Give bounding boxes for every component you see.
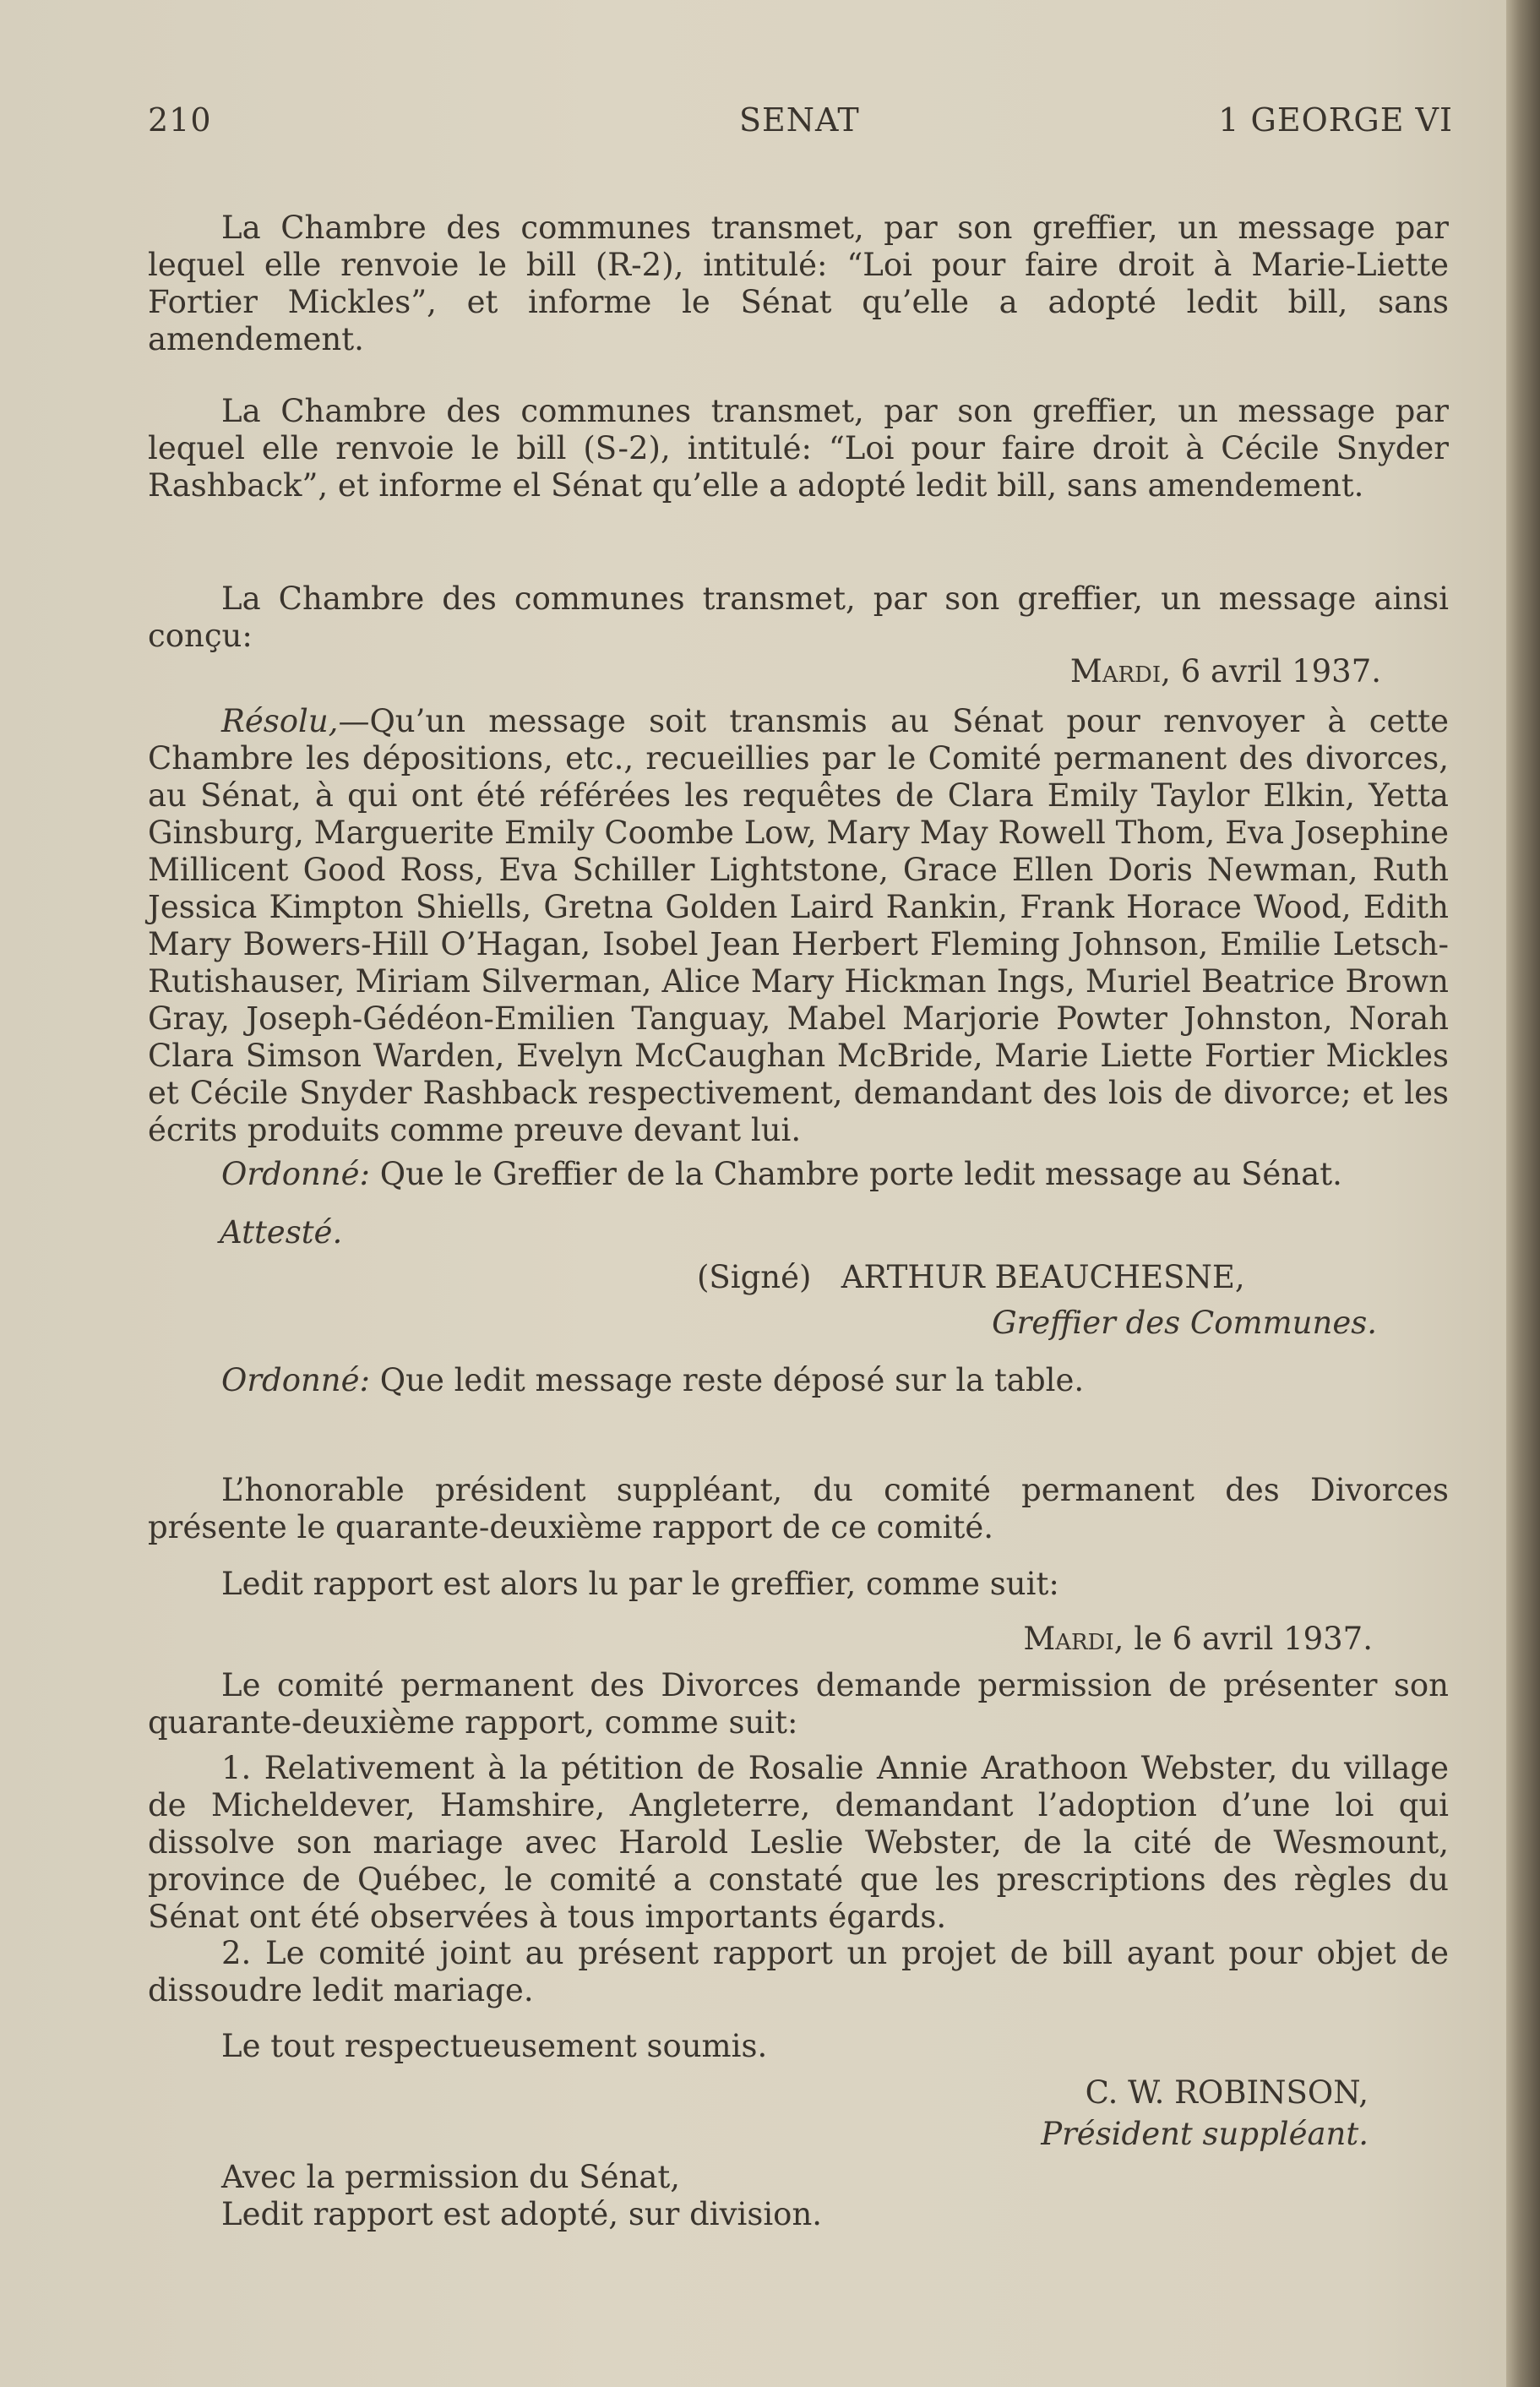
signature-title: Greffier des Communes.	[992, 1305, 1377, 1341]
atteste: Attesté.	[220, 1214, 343, 1251]
robinson-name: C. W. ROBINSON,	[1085, 2074, 1369, 2111]
page-header	[148, 101, 1453, 144]
paragraph-bill-s2: La Chambre des communes transmet, par son greffier, un message par lequel elle renvoie le bill (S-2), intitulé: “Loi pour faire droit à Cécile Snyder Rashback”, et informe el Sénat qu’elle a adopté ledit bill, sans amendement.	[148, 393, 1449, 504]
paragraph-message-intro: La Chambre des communes transmet, par son greffier, un message ainsi conçu:	[148, 580, 1449, 654]
ordonne-text: Que le Greffier de la Chambre porte ledit message au Sénat.	[370, 1156, 1342, 1192]
paragraph-president-report: L’honorable président suppléant, du comité permanent des Divorces présente le quarante-deuxième rapport de ce comité.	[148, 1472, 1449, 1545]
resolu-text: —Qu’un message soit transmis au Sénat pour renvoyer à cette Chambre les dépositions, etc., recueillies par le Comité permanent des divorces, au Sénat, à qui ont été référées les requêtes de Clara Emily Taylor Elkin, Yetta Ginsburg, Marguerite Emily Coombe Low, Mary May Rowell Thom, Eva Josephine Millicent Good Ross, Eva Schiller Lightstone, Grace Ellen Doris Newman, Ruth Jessica Kimpton Shiells, Gretna Golden Laird Rankin, Frank Horace Wood, Edith Mary Bowers-Hill O’Hagan, Isobel Jean Herbert Fleming Johnson, Emilie Letsch-Rutishauser, Miriam Silverman, Alice Mary Hickman Ings, Muriel Beatrice Brown Gray, Joseph-Gédéon-Emilien Tanguay, Mabel Marjorie Powter Johnston, Norah Clara Simson Warden, Evelyn McCaughan McBride, Marie Liette Fortier Mickles et Cécile Snyder Rashback respectivement, demandant des lois de divorce; et les écrits produits comme preuve devant lui.	[148, 703, 1449, 1148]
paragraph-bill-r2: La Chambre des communes transmet, par son greffier, un message par lequel elle renvoie le bill (R-2), intitulé: “Loi pour faire droit à Marie-Liette Fortier Mickles”, et informe le Sénat qu’elle a adopté ledit bill, sans amendement.	[148, 210, 1449, 357]
message-date	[148, 653, 1381, 690]
ordonne2-text: Que ledit message reste déposé sur la table.	[370, 1362, 1085, 1398]
paragraph-resolution	[148, 703, 1449, 1149]
date-day: Mardi	[1069, 653, 1162, 689]
header-reign: 1 GEORGE VI	[1218, 101, 1453, 139]
ordonne-label: Ordonné:	[221, 1156, 371, 1192]
header-title: SENAT	[739, 101, 860, 139]
paragraph-adopted: Ledit rapport est adopté, sur division.	[221, 2196, 823, 2232]
paragraph-ordonne-1	[148, 1156, 1449, 1193]
paragraph-committee-request: Le comité permanent des Divorces demande permission de présenter son quarante-deuxième rapport, comme suit:	[148, 1667, 1449, 1741]
paragraph-item-2: 2. Le comité joint au présent rapport un projet de bill ayant pour objet de dissoudre ledit mariage.	[148, 1935, 1449, 2008]
report-date-rest: , le 6 avril 1937.	[1113, 1621, 1373, 1657]
ordonne2-label: Ordonné:	[221, 1362, 371, 1398]
signe-label: (Signé)	[697, 1259, 812, 1295]
page-edge	[1506, 0, 1540, 2387]
paragraph-ordonne-2	[148, 1362, 1449, 1399]
date-rest: , 6 avril 1937.	[1161, 653, 1381, 689]
paragraph-report-read: Ledit rapport est alors lu par le greffier, comme suit:	[221, 1566, 1059, 1602]
report-date	[148, 1621, 1373, 1658]
paragraph-submitted: Le tout respectueusement soumis.	[221, 2028, 768, 2064]
resolu-label: Résolu,	[221, 703, 339, 739]
signe-name: ARTHUR BEAUCHESNE,	[841, 1259, 1245, 1295]
report-date-day: Mardi	[1023, 1621, 1114, 1657]
paragraph-permission: Avec la permission du Sénat,	[221, 2159, 681, 2195]
paragraph-item-1: 1. Relativement à la pétition de Rosalie Annie Arathoon Webster, du village de Micheldever, Hamshire, Angleterre, demandant l’adoption d’une loi qui dissolve son mariage avec Harold Leslie Webster, de la cité de Wesmount, province de Québec, le comité a constaté que les prescriptions des règles du Sénat ont été observées à tous importants égards.	[148, 1750, 1449, 1935]
robinson-title: Président suppléant.	[1041, 2116, 1369, 2152]
signature-line	[697, 1259, 1540, 1296]
page-number: 210	[148, 101, 212, 139]
